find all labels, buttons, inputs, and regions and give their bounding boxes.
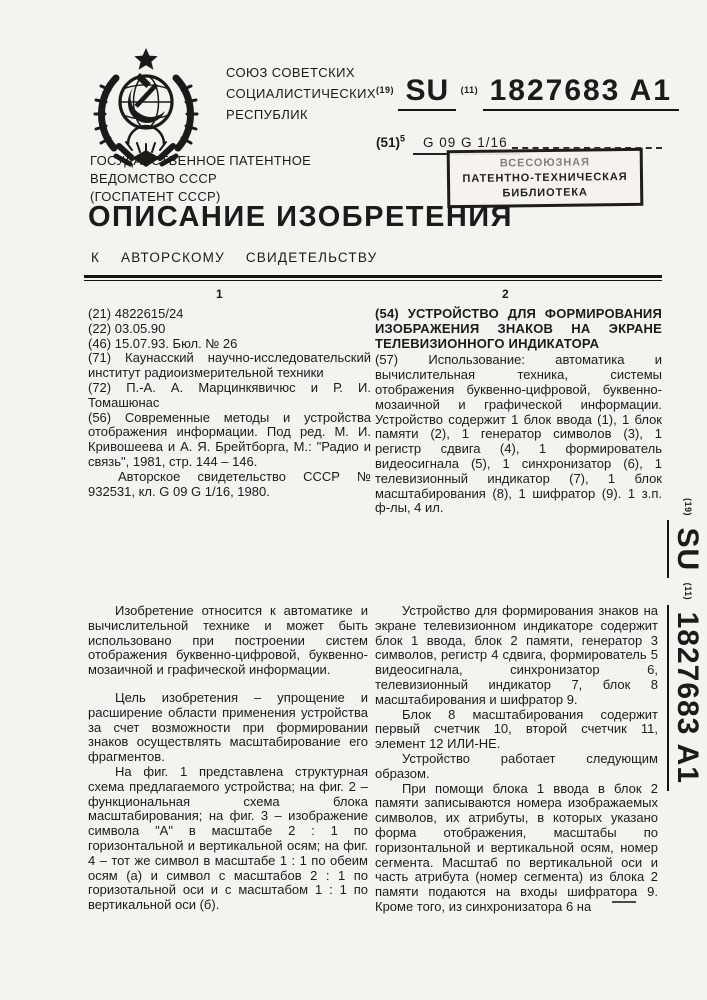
publication-date: (46) 15.07.93. Бюл. № 26	[88, 335, 238, 351]
paragraph: Изобретение относится к автоматике и вычислительной технике и может быть использовано при построении систем отображения буквенно-цифровой, буквенно-мозаичной и графической информации.	[88, 603, 368, 678]
office-line: ГОСУДАРСТВЕННОЕ ПАТЕНТНОЕ	[90, 153, 312, 168]
paragraph: Блок 8 масштабирования содержит первый счетчик 10, второй счетчик 11, элемент 12 ИЛИ-НЕ.	[375, 706, 658, 752]
invention-title: (54) УСТРОЙСТВО ДЛЯ ФОРМИРОВАНИЯ ИЗОБРАЖЕНИЯ ЗНАКОВ НА ЭКРАНЕ ТЕЛЕВИЗИОННОГО ИНДИКАТОРА	[375, 306, 662, 351]
code19-label: (19)	[376, 85, 395, 95]
office-line: ВЕДОМСТВО СССР	[90, 171, 217, 186]
column-marker-2: 2	[502, 287, 509, 301]
library-stamp	[447, 148, 644, 208]
applicant: (71) Каунасский научно-исследовательский институт радиоизмерительной техники	[88, 350, 371, 381]
country-code: SU	[398, 74, 456, 111]
bibliographic-data	[88, 307, 371, 499]
union-line: СОЮЗ СОВЕТСКИХ	[226, 65, 355, 80]
invention-title-and-abstract	[375, 307, 662, 516]
stamp-line: БИБЛИОТЕКА	[502, 185, 588, 200]
filing-date: (22) 03.05.90	[88, 320, 166, 336]
country-code: SU	[667, 520, 704, 578]
union-line: РЕСПУБЛИК	[226, 107, 308, 122]
code11-label: (11)	[460, 85, 479, 95]
paragraph: Цель изобретения – упрощение и расширение области применения устройства за счет возможности при формировании знаков осуществлять масштабирование его фрагментов.	[88, 689, 368, 765]
document-subtitle: К АВТОРСКОМУ СВИДЕТЕЛЬСТВУ	[91, 250, 378, 265]
inventors: (72) П.-А. А. Марцинкявичюс и Р. И. Томашюнас	[88, 379, 371, 410]
paragraph: Устройство для формирования знаков на экране телевизионном индикаторе содержит блок 1 ввода, блок 2 памяти, генератор 3 символов, регистр 4 сдвига, формирователь 5 видеосигнала, синхронизатор 6, телевизионный индикатор 7, блок 8 масштабирования и шифратор 9.	[375, 603, 658, 707]
application-number: (21) 4822615/24	[88, 306, 184, 321]
document-number: 1827683 A1	[667, 605, 704, 791]
paragraph: Устройство работает следующим образом.	[375, 750, 658, 781]
document-title: ОПИСАНИЕ ИЗОБРЕТЕНИЯ	[88, 201, 513, 233]
reference-2: Авторское свидетельство СССР № 932531, кл. G 09 G 1/16, 1980.	[88, 468, 371, 499]
description-left-column	[88, 604, 368, 913]
union-line: СОЦИАЛИСТИЧЕСКИХ	[226, 86, 376, 101]
stamp-line: ВСЕСОЮЗНАЯ	[499, 155, 590, 170]
continuation-dash	[612, 901, 636, 903]
patent-office-name	[90, 152, 311, 206]
double-rule	[84, 275, 662, 281]
description-right-column	[375, 604, 658, 915]
code19-label: (19)	[683, 498, 693, 517]
union-name	[226, 62, 376, 125]
paragraph: На фиг. 1 представлена структурная схема предлагаемого устройства; на фиг. 2 – функциональная схема блока масштабирования; на фиг. 3 – изображение символа "А" в масштабе 2 : 1 по горизонтальной и вертикальной осям; на фиг. 4 – тот же символ в масштабе 1 : 1 по обеим осям (а) и символ с масштабов 2 : 1 по горизотальной оси и с масштабом 1 : 1 по вертикальной оси (б).	[88, 763, 368, 913]
vertical-publication-number	[650, 498, 704, 810]
paragraph: При помощи блока 1 ввода в блок 2 памяти записываются номера изображаемых символов, их атрибуты, в которых указано форма отображения, масштабы по горизонтальной и вертикальной осям, номер сегмента. Масштаб по вертикальной оси и часть атрибута (номер сегмента) из блока 2 памяти подаются на входы шифратора 9. Кроме того, из синхронизатора 6 на	[375, 780, 658, 914]
code11-label: (11)	[683, 582, 693, 601]
stamp-line: ПАТЕНТНО-ТЕХНИЧЕСКАЯ	[462, 170, 628, 185]
office-line: (ГОСПАТЕНТ СССР)	[90, 189, 221, 204]
ipc-label: $(51)^5$	[376, 133, 406, 150]
ipc-classification	[376, 133, 520, 150]
publication-number	[376, 74, 679, 108]
abstract-text: (57) Использование: автоматика и вычислительная техника, системы отображения буквенно-цифровой, буквенно-мозаичной и графической информации. Устройство содержит 1 блок ввода (1), 1 блок памяти (2), 1 генератор символов (3), 1 регистр сдвига (4), 1 формирователь видеосигнала (5), 1 синхронизатор (6), 1 телевизионный индикатор (7), 1 блок масштабирования (8), 1 шифратор (9). 1 з.п. ф-лы, 4 ил.	[375, 352, 662, 516]
ipc-edition: 5	[400, 133, 406, 143]
document-number: 1827683 A1	[483, 74, 679, 111]
ipc-value: G 09 G 1/16	[413, 135, 520, 155]
column-marker-1: 1	[216, 287, 223, 301]
references-cited: (56) Современные методы и устройства отображения информации. Под ред. М. И. Кривошеева и А. Я. Брейтборга, М.: "Радио и связь", 1981, стр. 144 – 146.	[88, 409, 371, 469]
